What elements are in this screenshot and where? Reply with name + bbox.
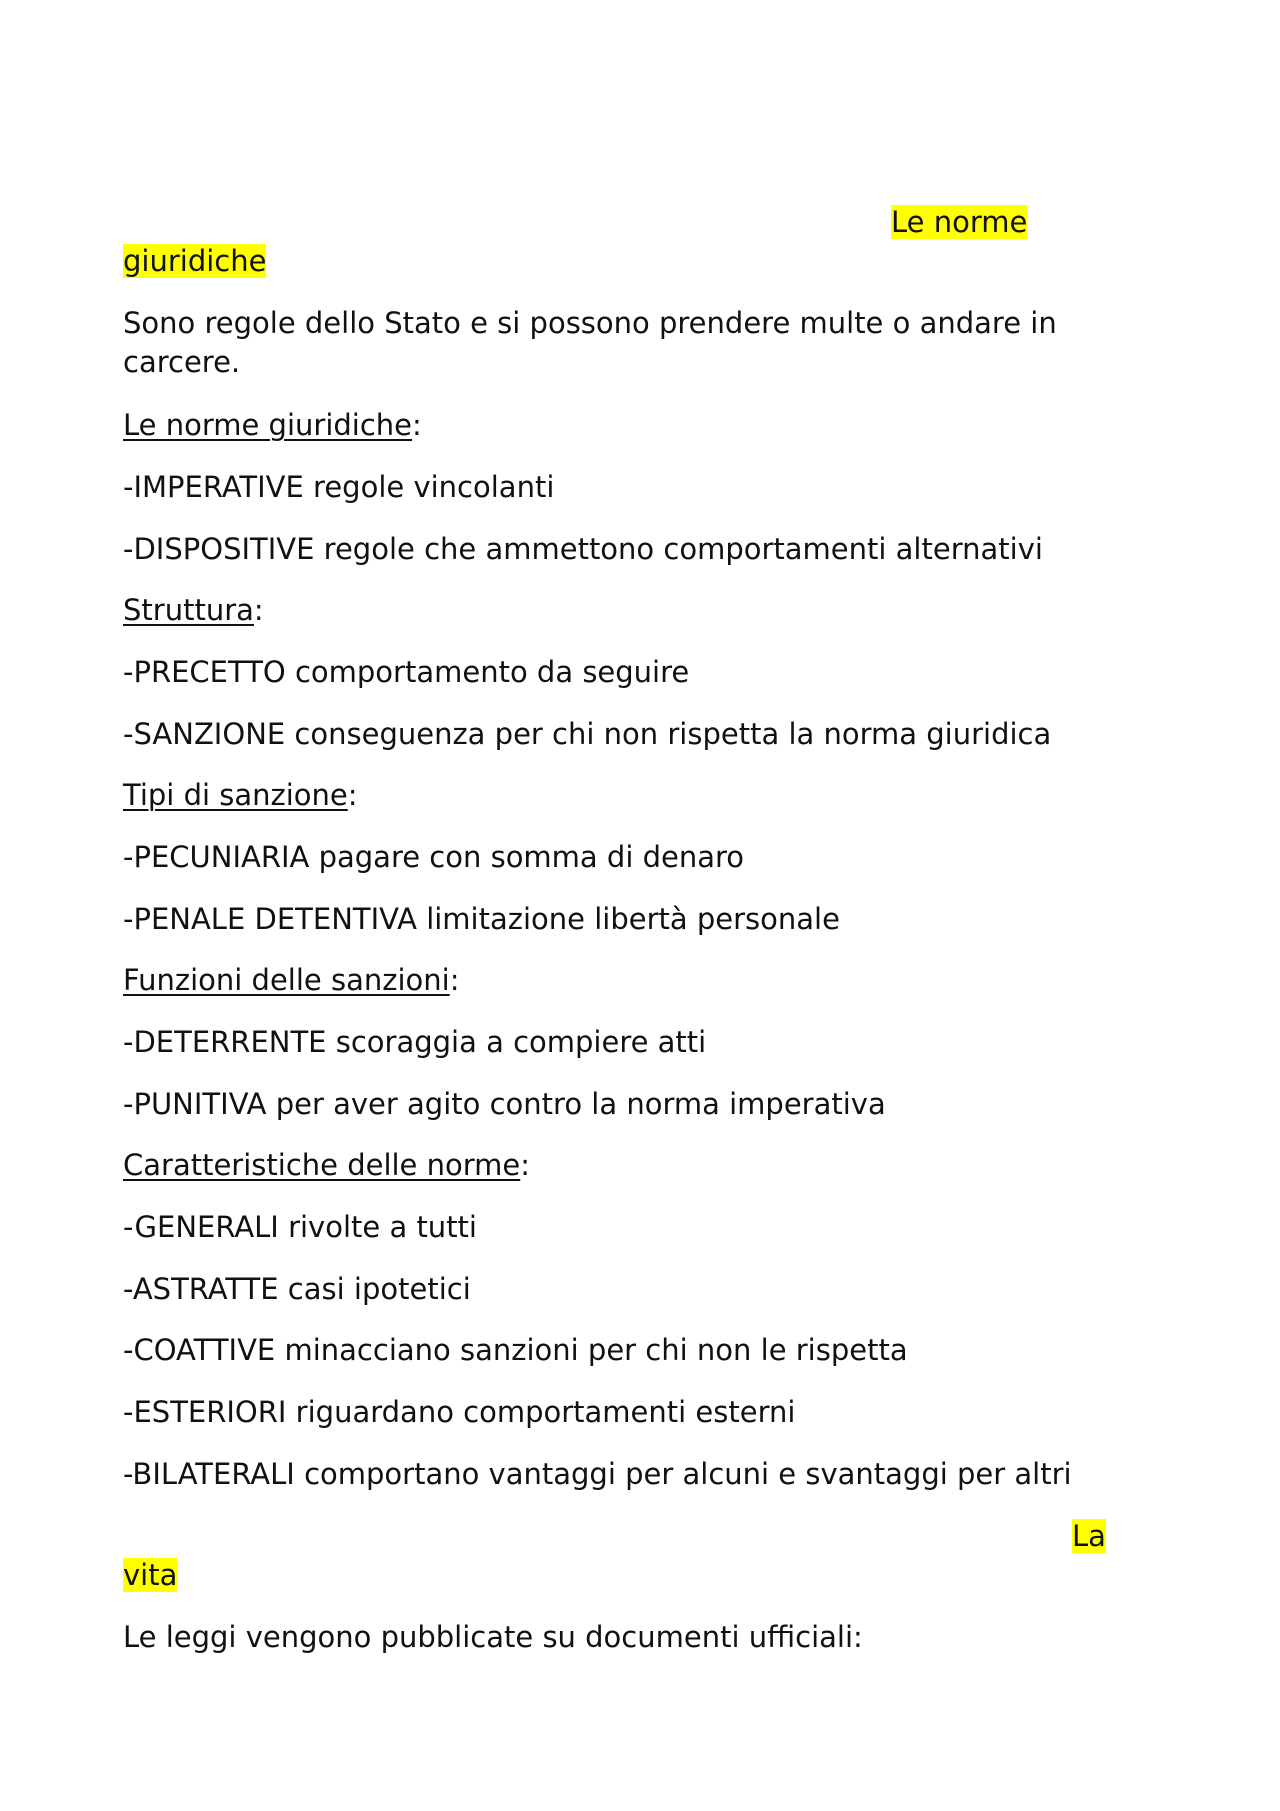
heading-colon: : [253, 593, 264, 627]
section-heading-tipi-di-sanzione [123, 776, 358, 814]
list-item-dispositive: -DISPOSITIVE regole che ammettono comportamenti alternativi [123, 532, 1043, 566]
section-heading-text: Tipi di sanzione [123, 778, 348, 812]
title-vita-part1 [1072, 1517, 1106, 1555]
section-heading-text: Struttura [123, 593, 254, 627]
list-item-imperative: -IMPERATIVE regole vincolanti [123, 470, 555, 504]
section-heading-caratteristiche-delle-norme [123, 1146, 530, 1184]
section-heading-funzioni-delle-sanzioni [123, 961, 459, 999]
title-vita-part2 [123, 1556, 177, 1594]
list-item-esteriori: -ESTERIORI riguardano comportamenti esterni [123, 1395, 796, 1429]
intro-line-2: carcere. [123, 345, 241, 379]
list-item-punitiva: -PUNITIVA per aver agito contro la norma imperativa [123, 1087, 886, 1121]
intro-line-1: Sono regole dello Stato e si possono prendere multe o andare in [123, 306, 1057, 340]
title-highlight: vita [123, 1558, 178, 1592]
list-item-generali: -GENERALI rivolte a tutti [123, 1210, 477, 1244]
section-heading-struttura [123, 591, 264, 629]
list-item-sanzione: -SANZIONE conseguenza per chi non rispetta la norma giuridica [123, 717, 1052, 751]
list-item-precetto: -PRECETTO comportamento da seguire [123, 655, 690, 689]
list-item-penale-detentiva: -PENALE DETENTIVA limitazione libertà personale [123, 902, 840, 936]
list-item-deterrente: -DETERRENTE scoraggia a compiere atti [123, 1025, 707, 1059]
closing-line: Le leggi vengono pubblicate su documenti ufficiali: [123, 1620, 863, 1654]
heading-colon: : [412, 408, 422, 442]
title-norme-part2 [123, 242, 266, 280]
title-highlight: La [1072, 1519, 1106, 1553]
title-norme-part1 [891, 203, 1027, 241]
list-item-bilaterali: -BILATERALI comportano vantaggi per alcuni e svantaggi per altri [123, 1457, 1072, 1491]
section-heading-text: Funzioni delle sanzioni [123, 963, 450, 997]
list-item-coattive: -COATTIVE minacciano sanzioni per chi non le rispetta [123, 1333, 908, 1367]
heading-colon: : [520, 1148, 531, 1182]
list-item-astratte: -ASTRATTE casi ipotetici [123, 1272, 471, 1306]
heading-colon: : [449, 963, 460, 997]
title-highlight: Le norme [891, 205, 1028, 239]
section-heading-norme-giuridiche [123, 406, 422, 444]
heading-colon: : [347, 778, 358, 812]
title-highlight: giuridiche [123, 244, 267, 278]
section-heading-text: Caratteristiche delle norme [123, 1148, 521, 1182]
list-item-pecuniaria: -PECUNIARIA pagare con somma di denaro [123, 840, 745, 874]
section-heading-text: Le norme giuridiche [123, 408, 413, 442]
